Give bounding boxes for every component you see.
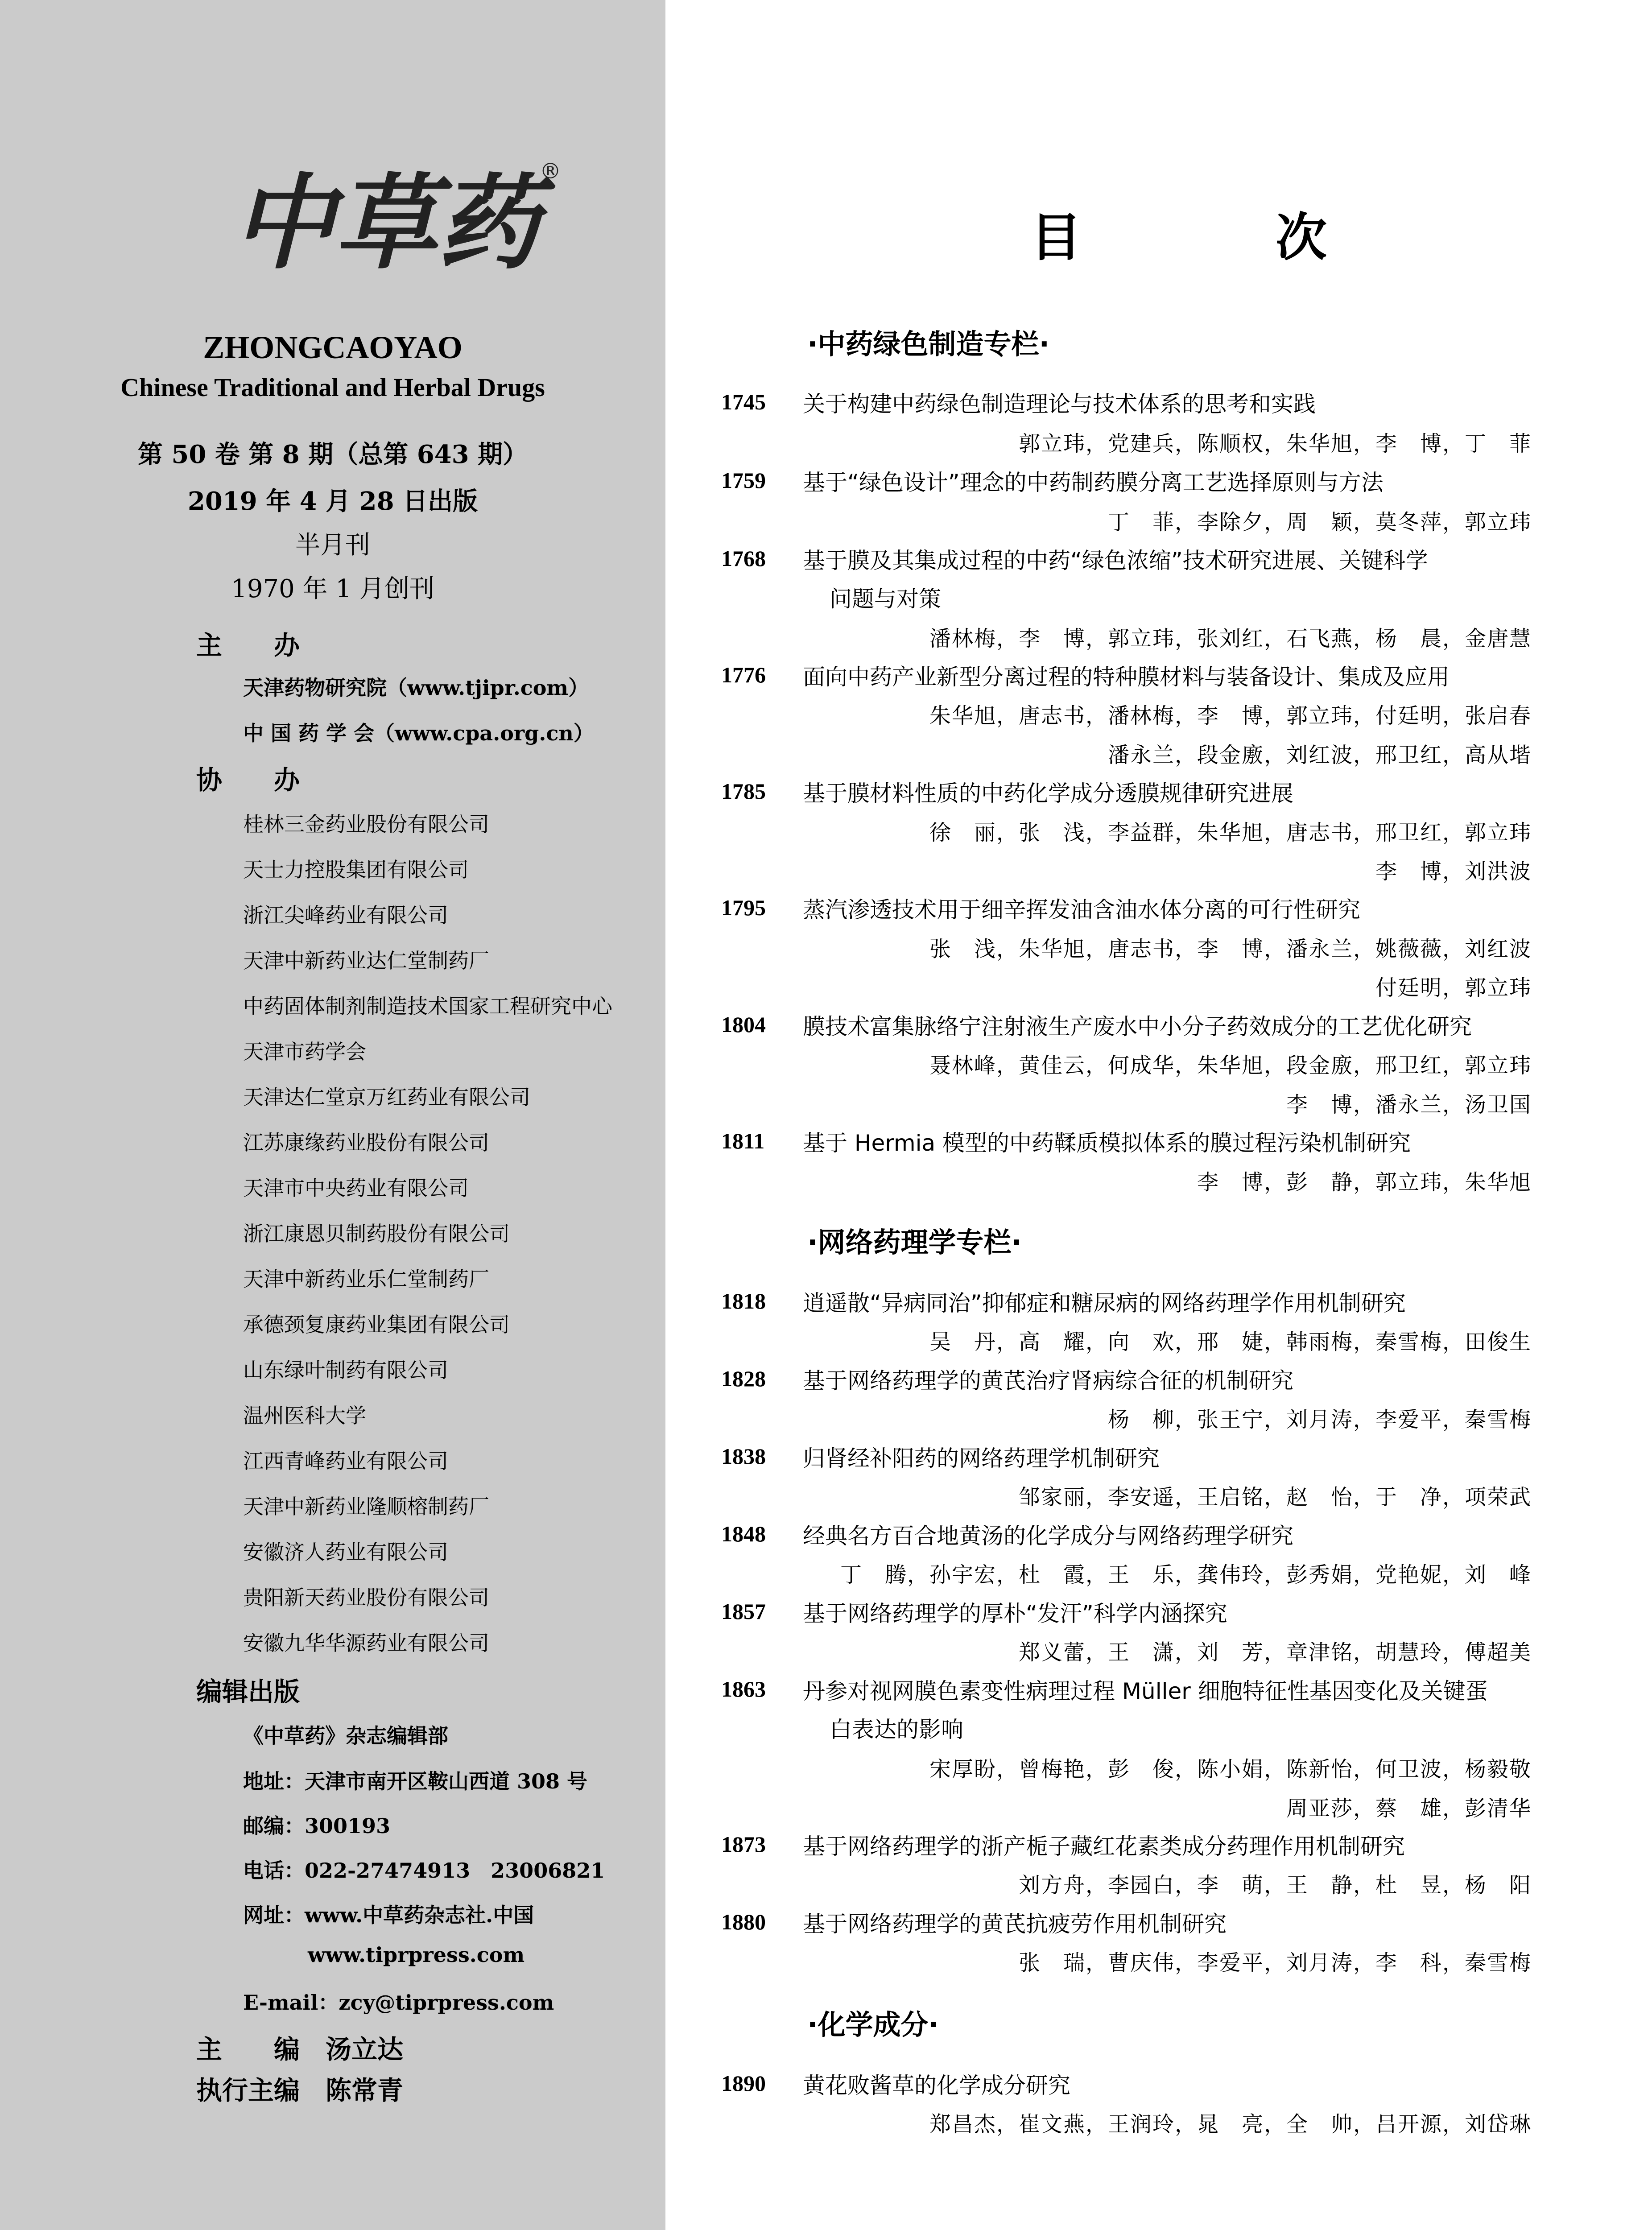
co-sponsor-item: 天津市中央药业有限公司 <box>243 1176 469 1200</box>
journal-sidebar <box>0 0 665 2230</box>
entry-authors: 郑昌杰，崔文燕，王润玲，晁 亮，全 帅，吕开源，刘岱琳 <box>929 2112 1532 2137</box>
executive-editor: 执行主编 陈常青 <box>196 2075 404 2106</box>
publisher-postcode: 邮编：300193 <box>243 1814 391 1838</box>
entry-page[interactable]: 1880 <box>721 1909 766 1934</box>
entry-title[interactable]: 基于网络药理学的厚朴“发汗”科学内涵探究 <box>803 1601 1227 1627</box>
entry-title[interactable]: 丹参对视网膜色素变性病理过程 Müller 细胞特征性基因变化及关键蛋 <box>803 1678 1488 1704</box>
publisher-address: 地址：天津市南开区鞍山西道 308 号 <box>243 1769 588 1793</box>
entry-title[interactable]: 基于膜及其集成过程的中药“绿色浓缩”技术研究进展、关键科学 <box>803 548 1428 574</box>
co-sponsor-item: 天士力控股集团有限公司 <box>243 858 469 882</box>
entry-page[interactable]: 1804 <box>721 1012 766 1037</box>
co-sponsor-item: 中药固体制剂制造技术国家工程研究中心 <box>243 994 612 1018</box>
co-sponsor-item: 山东绿叶制药有限公司 <box>243 1358 448 1382</box>
publisher-label: 编辑出版 <box>196 1677 300 1707</box>
frequency: 半月刊 <box>295 531 370 560</box>
sponsor-item: 天津药物研究院（www.tjipr.com） <box>243 676 589 700</box>
entry-page[interactable]: 1795 <box>721 895 766 920</box>
entry-title[interactable]: 基于膜材料性质的中药化学成分透膜规律研究进展 <box>803 780 1293 806</box>
entry-page[interactable]: 1890 <box>721 2071 766 2096</box>
co-sponsor-item: 贵阳新天药业股份有限公司 <box>243 1586 489 1610</box>
entry-title[interactable]: 基于网络药理学的黄芪抗疲劳作用机制研究 <box>803 1911 1227 1937</box>
entry-title[interactable]: 基于 Hermia 模型的中药鞣质模拟体系的膜过程污染机制研究 <box>803 1130 1411 1156</box>
publisher-email[interactable]: E-mail：zcy@tiprpress.com <box>243 1990 554 2015</box>
entry-title[interactable]: 逍遥散“异病同治”抑郁症和糖尿病的网络药理学作用机制研究 <box>803 1290 1406 1316</box>
journal-title-pinyin: ZHONGCAOYAO <box>203 330 463 365</box>
logo-text: 中草药 <box>232 163 540 281</box>
entry-title-cont[interactable]: 问题与对策 <box>830 586 941 612</box>
entry-page[interactable]: 1745 <box>721 389 766 414</box>
entry-authors: 朱华旭，唐志书，潘林梅，李 博，郭立玮，付廷明，张启春 <box>929 703 1532 728</box>
toc-title: 目 次 <box>1030 208 1399 268</box>
co-sponsor-label: 协 办 <box>196 765 300 795</box>
entry-authors: 聂林峰，黄佳云，何成华，朱华旭，段金廒，邢卫红，郭立玮 <box>929 1053 1532 1078</box>
sponsor-item: 中 国 药 学 会（www.cpa.org.cn） <box>243 721 594 745</box>
entry-page[interactable]: 1857 <box>721 1599 766 1624</box>
entry-title[interactable]: 膜技术富集脉络宁注射液生产废水中小分子药效成分的工艺优化研究 <box>803 1014 1472 1040</box>
entry-authors: 郭立玮，党建兵，陈顺权，朱华旭，李 博，丁 菲 <box>1018 431 1532 456</box>
entry-page[interactable]: 1838 <box>721 1444 766 1469</box>
entry-authors: 吴 丹，高 耀，向 欢，邢 婕，韩雨梅，秦雪梅，田俊生 <box>929 1330 1532 1355</box>
entry-page[interactable]: 1863 <box>721 1677 766 1701</box>
co-sponsor-item: 天津中新药业隆顺榕制药厂 <box>243 1495 489 1519</box>
entry-page[interactable]: 1818 <box>721 1288 766 1313</box>
entry-authors: 杨 柳，张王宁，刘月涛，李爱平，秦雪梅 <box>1107 1407 1532 1432</box>
volume-issue: 第 50 卷 第 8 期（总第 643 期） <box>137 440 528 469</box>
entry-authors: 丁 菲，李除夕，周 颖，莫冬萍，郭立玮 <box>1107 510 1532 535</box>
entry-title[interactable]: 基于网络药理学的黄芪治疗肾病综合征的机制研究 <box>803 1368 1293 1394</box>
co-sponsor-item: 天津中新药业乐仁堂制药厂 <box>243 1267 489 1291</box>
section-heading: ·化学成分· <box>807 2008 939 2041</box>
entry-page[interactable]: 1759 <box>721 468 766 493</box>
entry-page[interactable]: 1873 <box>721 1832 766 1857</box>
co-sponsor-item: 承德颈复康药业集团有限公司 <box>243 1313 510 1337</box>
sponsor-label: 主 办 <box>196 630 300 661</box>
entry-authors-cont: 付廷明，郭立玮 <box>1375 975 1532 1000</box>
co-sponsor-item: 浙江康恩贝制药股份有限公司 <box>243 1222 510 1246</box>
entry-page[interactable]: 1776 <box>721 662 766 687</box>
entry-authors: 李 博，彭 静，郭立玮，朱华旭 <box>1197 1170 1532 1195</box>
entry-title[interactable]: 基于“绿色设计”理念的中药制药膜分离工艺选择原则与方法 <box>803 470 1384 496</box>
entry-authors: 潘林梅，李 博，郭立玮，张刘红，石飞燕，杨 晨，金唐慧 <box>929 626 1532 651</box>
co-sponsor-item: 安徽济人药业有限公司 <box>243 1540 448 1564</box>
co-sponsor-item: 安徽九华华源药业有限公司 <box>243 1631 489 1655</box>
registered-mark: ® <box>540 159 561 184</box>
entry-page[interactable]: 1828 <box>721 1366 766 1391</box>
entry-authors-cont: 李 博，潘永兰，汤卫国 <box>1286 1092 1532 1117</box>
entry-title[interactable]: 面向中药产业新型分离过程的特种膜材料与装备设计、集成及应用 <box>803 664 1450 690</box>
entry-title[interactable]: 归肾经补阳药的网络药理学机制研究 <box>803 1445 1160 1471</box>
publisher-dept: 《中草药》杂志编辑部 <box>243 1724 448 1748</box>
co-sponsor-item: 天津达仁堂京万红药业有限公司 <box>243 1085 530 1109</box>
entry-title[interactable]: 蒸汽渗透技术用于细辛挥发油含油水体分离的可行性研究 <box>803 897 1360 923</box>
co-sponsor-item: 桂林三金药业股份有限公司 <box>243 812 489 836</box>
entry-authors: 郑义蕾，王 潇，刘 芳，章津铭，胡慧玲，傅超美 <box>1018 1640 1532 1665</box>
co-sponsor-item: 浙江尖峰药业有限公司 <box>243 903 448 927</box>
co-sponsor-item: 天津市药学会 <box>243 1040 366 1064</box>
founded-date: 1970 年 1 月创刊 <box>231 574 434 603</box>
entry-authors-cont: 潘永兰，段金廒，刘红波，邢卫红，高从堦 <box>1107 743 1532 768</box>
entry-page[interactable]: 1811 <box>721 1128 765 1153</box>
entry-title-cont[interactable]: 白表达的影响 <box>830 1717 963 1743</box>
entry-page[interactable]: 1848 <box>721 1521 766 1546</box>
entry-authors: 丁 腾，孙宇宏，杜 霞，王 乐，龚伟玲，彭秀娟，党艳妮，刘 峰 <box>840 1562 1532 1587</box>
journal-title-english: Chinese Traditional and Herbal Drugs <box>120 373 545 402</box>
section-heading: ·网络药理学专栏· <box>807 1226 1022 1259</box>
entry-title[interactable]: 关于构建中药绿色制造理论与技术体系的思考和实践 <box>803 391 1316 417</box>
entry-authors-cont: 李 博，刘洪波 <box>1375 859 1532 884</box>
entry-authors-cont: 周亚莎，蔡 雄，彭清华 <box>1286 1796 1532 1821</box>
entry-authors: 张 浅，朱华旭，唐志书，李 博，潘永兰，姚薇薇，刘红波 <box>929 937 1532 962</box>
entry-authors: 张 瑞，曹庆伟，李爱平，刘月涛，李 科，秦雪梅 <box>1018 1950 1532 1975</box>
co-sponsor-item: 天津中新药业达仁堂制药厂 <box>243 949 489 973</box>
entry-title[interactable]: 黄花败酱草的化学成分研究 <box>803 2073 1070 2098</box>
entry-authors: 刘方舟，李园白，李 萌，王 静，杜 昱，杨 阳 <box>1018 1873 1532 1898</box>
entry-authors: 宋厚盼，曾梅艳，彭 俊，陈小娟，陈新怡，何卫波，杨毅敬 <box>929 1757 1532 1782</box>
entry-title[interactable]: 经典名方百合地黄汤的化学成分与网络药理学研究 <box>803 1523 1293 1549</box>
publish-date: 2019 年 4 月 28 日出版 <box>187 487 478 516</box>
co-sponsor-item: 温州医科大学 <box>243 1404 366 1428</box>
section-heading: ·中药绿色制造专栏· <box>807 328 1050 360</box>
entry-title[interactable]: 基于网络药理学的浙产栀子藏红花素类成分药理作用机制研究 <box>803 1834 1405 1859</box>
co-sponsor-item: 江西青峰药业有限公司 <box>243 1449 448 1473</box>
entry-authors: 邹家丽，李安遥，王启铭，赵 怡，于 净，项荣武 <box>1018 1485 1532 1510</box>
entry-authors: 徐 丽，张 浅，李益群，朱华旭，唐志书，邢卫红，郭立玮 <box>929 820 1532 845</box>
publisher-phone: 电话：022-27474913 23006821 <box>243 1858 605 1883</box>
journal-logo <box>227 147 562 281</box>
chief-editor: 主 编 汤立达 <box>196 2034 404 2065</box>
entry-page[interactable]: 1768 <box>721 546 766 571</box>
publisher-website-alt[interactable]: www.tiprpress.com <box>308 1943 525 1967</box>
publisher-website[interactable]: 网址：www.中草药杂志社.中国 <box>243 1903 534 1927</box>
co-sponsor-item: 江苏康缘药业股份有限公司 <box>243 1131 489 1155</box>
entry-page[interactable]: 1785 <box>721 779 766 804</box>
